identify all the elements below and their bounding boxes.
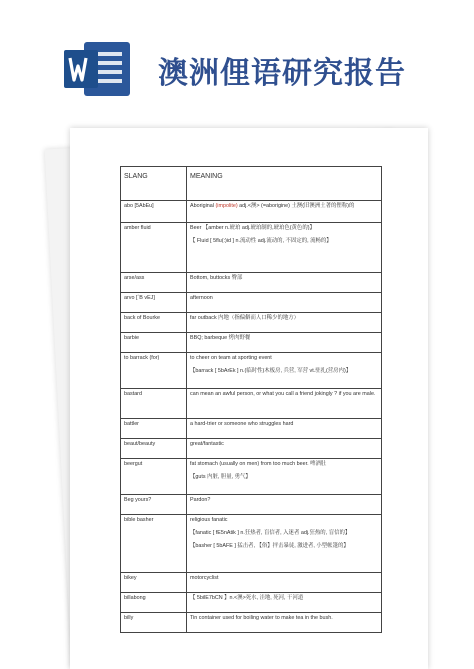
meaning-text: Aboriginal <box>190 203 216 209</box>
impolite-note: (impolite) <box>215 203 238 209</box>
slang-cell: beergut <box>121 459 187 495</box>
meaning-cell: 【 5bilE7bCN 】n.<澳>死水, 洼地, 死河, 干河道 <box>187 593 382 613</box>
meaning-text: religious fanatic <box>190 517 228 523</box>
slang-cell: billy <box>121 613 187 633</box>
table-row <box>121 223 382 273</box>
slang-cell: abo [5AbEu] <box>121 201 187 223</box>
document-page <box>70 128 428 669</box>
meaning-note: 【 Fluid [ 5flu(:)id ] n.流动性 adj.流动的, 不固定的, 流畅的】 <box>190 237 332 244</box>
meaning-text: Beer 【amber n.琥珀 adj.琥珀制的,琥珀色(黄色的)】 <box>190 225 315 231</box>
meaning-text: fat stomach (usually on men) from too much beer. 啤酒肚 <box>190 461 327 467</box>
slang-cell: arvo [`B vEJ] <box>121 293 187 313</box>
slang-cell: billabong <box>121 593 187 613</box>
table-row <box>121 459 382 495</box>
slang-cell: barbie <box>121 333 187 353</box>
table-row <box>121 439 382 459</box>
table-row <box>121 313 382 333</box>
table-row <box>121 573 382 593</box>
column-header-slang: SLANG <box>121 167 187 201</box>
meaning-cell: Pardon? <box>187 495 382 515</box>
table-row <box>121 515 382 573</box>
column-header-meaning: MEANING <box>187 167 382 201</box>
meaning-text: to cheer on team at sporting event <box>190 355 272 361</box>
table-row <box>121 353 382 389</box>
table-row <box>121 593 382 613</box>
table-row <box>121 419 382 439</box>
slang-cell: battler <box>121 419 187 439</box>
slang-cell: arse/ass <box>121 273 187 293</box>
meaning-cell <box>187 223 382 273</box>
meaning-cell: Bottom, buttocks 臀部 <box>187 273 382 293</box>
meaning-cell <box>187 201 382 223</box>
meaning-cell <box>187 353 382 389</box>
slang-table <box>120 166 382 633</box>
table-row <box>121 389 382 419</box>
meaning-cell <box>187 459 382 495</box>
meaning-cell: BBQ; barbeque 烤肉野餐 <box>187 333 382 353</box>
table-row <box>121 333 382 353</box>
meaning-cell: afternoon <box>187 293 382 313</box>
slang-cell: back of Bourke <box>121 313 187 333</box>
table-row <box>121 201 382 223</box>
meaning-cell: a hard-trier or someone who struggles hard <box>187 419 382 439</box>
slang-cell: beaut/beauty <box>121 439 187 459</box>
table-row <box>121 293 382 313</box>
slang-cell: Beg yours? <box>121 495 187 515</box>
meaning-cell: great/fantastic <box>187 439 382 459</box>
header <box>0 0 474 118</box>
slang-cell: amber fluid <box>121 223 187 273</box>
meaning-note: 【basher [ 5bAFE ] 猛击者, 【俗】抨击暴徒, 激进者, 小型帐篷的】 <box>190 542 349 549</box>
meaning-text: adj.<澳> (=aborigine) 土澳(旧澳洲土著的俚称)的 <box>237 203 355 209</box>
table-row <box>121 273 382 293</box>
meaning-note: 【guts 内脏, 胆量, 勇气】 <box>190 473 251 480</box>
meaning-cell: far outback 内地（指偏僻而人口稀少的地方） <box>187 313 382 333</box>
word-document-icon <box>62 40 132 98</box>
slang-cell: bastard <box>121 389 187 419</box>
table-row <box>121 495 382 515</box>
meaning-cell: can mean an awful person, or what you call a friend jokingly ? if you are male. <box>187 389 382 419</box>
slang-cell: bible basher <box>121 515 187 573</box>
meaning-note: 【fanatic [ fE5nAtik ] n.狂热者, 盲信者, 入迷者 adj.狂热的, 盲信的】 <box>190 529 351 536</box>
table-row <box>121 613 382 633</box>
meaning-cell: motorcyclist <box>187 573 382 593</box>
meaning-cell: Tin container used for boiling water to make tea in the bush. <box>187 613 382 633</box>
document-title: 澳洲俚语研究报告 <box>158 56 406 91</box>
slang-cell: to barrack (for) <box>121 353 187 389</box>
slang-cell: bikey <box>121 573 187 593</box>
meaning-cell <box>187 515 382 573</box>
meaning-note: 【barrack [ 5bArEk ] n.(临时性)木板房, 兵营, 军营 vt.驻扎(营房内)】 <box>190 367 352 374</box>
table-header-row <box>121 167 382 201</box>
